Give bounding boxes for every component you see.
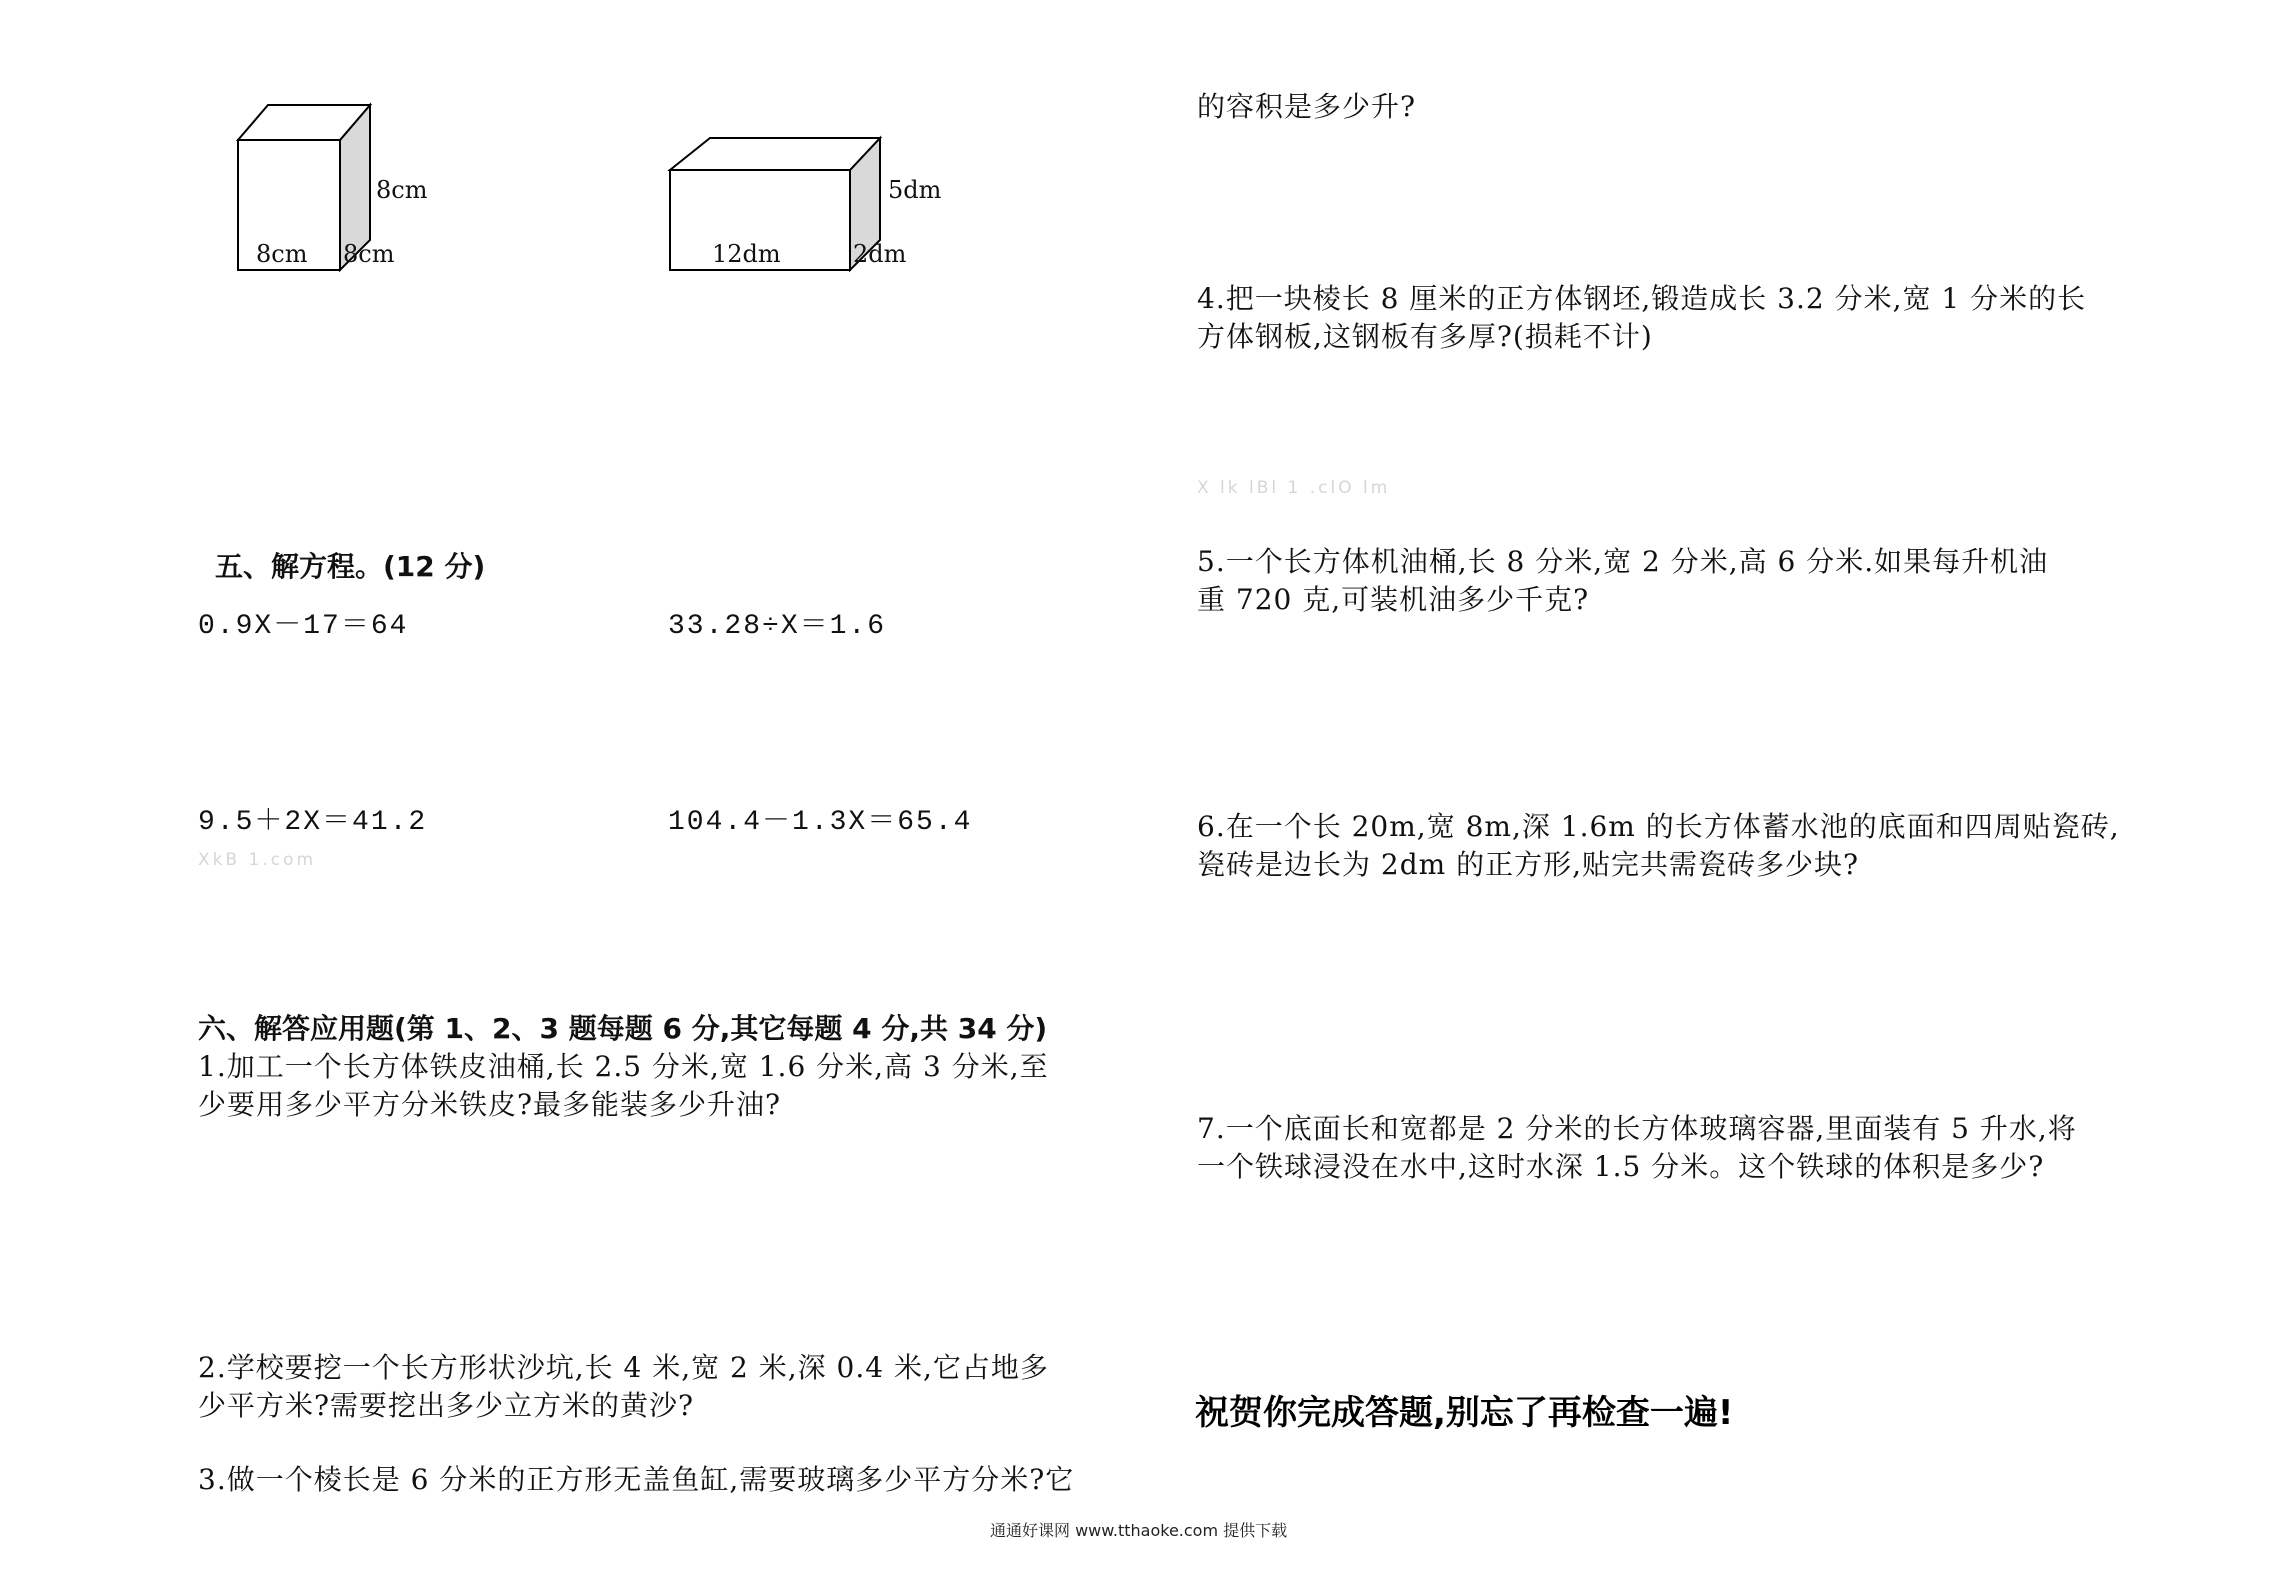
question-2-line-1: 2.学校要挖一个长方形状沙坑,长 4 米,宽 2 米,深 0.4 米,它占地多: [198, 1351, 1049, 1384]
equation-1: 0.9X－17＝64: [198, 611, 409, 642]
cuboid-height-label: 5dm: [888, 176, 942, 204]
question-2-line-2: 少平方米?需要挖出多少立方米的黄沙?: [198, 1389, 695, 1422]
closing-message: 祝贺你完成答题,别忘了再检查一遍!: [1195, 1393, 1734, 1433]
question-1-line-2: 少要用多少平方分米铁皮?最多能装多少升油?: [198, 1088, 782, 1121]
watermark-right: X lk lBl 1 .clO lm: [1197, 478, 1391, 498]
question-3-continued: 的容积是多少升?: [1197, 90, 1417, 123]
cube-figure: [200, 90, 460, 280]
question-7-line-2: 一个铁球浸没在水中,这时水深 1.5 分米。这个铁球的体积是多少?: [1197, 1150, 2045, 1183]
question-5-line-2: 重 720 克,可装机油多少千克?: [1197, 583, 1590, 616]
cube-length-label: 8cm: [256, 240, 308, 268]
cuboid-width-label: 2dm: [853, 240, 907, 268]
question-6-line-2: 瓷砖是边长为 2dm 的正方形,贴完共需瓷砖多少块?: [1197, 848, 1860, 881]
cuboid-top-face: [670, 138, 880, 170]
equation-4: 104.4－1.3X＝65.4: [668, 807, 973, 838]
question-4-line-2: 方体钢板,这钢板有多厚?(损耗不计): [1197, 320, 1653, 353]
watermark-left: XkB 1.com: [198, 850, 317, 870]
equation-2: 33.28÷X＝1.6: [668, 611, 887, 642]
question-1-line-1: 1.加工一个长方体铁皮油桶,长 2.5 分米,宽 1.6 分米,高 3 分米,至: [198, 1050, 1049, 1083]
question-6-line-1: 6.在一个长 20m,宽 8m,深 1.6m 的长方体蓄水池的底面和四周贴瓷砖,: [1197, 810, 2120, 843]
question-7-line-1: 7.一个底面长和宽都是 2 分米的长方体玻璃容器,里面装有 5 升水,将: [1197, 1112, 2077, 1145]
cube-width-label: 8cm: [343, 240, 395, 268]
section6-title: 六、解答应用题(第 1、2、3 题每题 6 分,其它每题 4 分,共 34 分): [198, 1012, 1048, 1045]
question-4-line-1: 4.把一块棱长 8 厘米的正方体钢坯,锻造成长 3.2 分米,宽 1 分米的长: [1197, 282, 2087, 315]
section5-title: 五、解方程。(12 分): [215, 550, 486, 583]
question-5-line-1: 5.一个长方体机油桶,长 8 分米,宽 2 分米,高 6 分米.如果每升机油: [1197, 545, 2049, 578]
cuboid-length-label: 12dm: [712, 240, 781, 268]
equation-3: 9.5＋2X＝41.2: [198, 807, 428, 838]
cube-height-label: 8cm: [376, 176, 428, 204]
cuboid-figure: [640, 120, 970, 280]
page-footer: 通通好课网 www.tthaoke.com 提供下载: [990, 1521, 1288, 1540]
question-3-line-1: 3.做一个棱长是 6 分米的正方形无盖鱼缸,需要玻璃多少平方分米?它: [198, 1463, 1075, 1496]
